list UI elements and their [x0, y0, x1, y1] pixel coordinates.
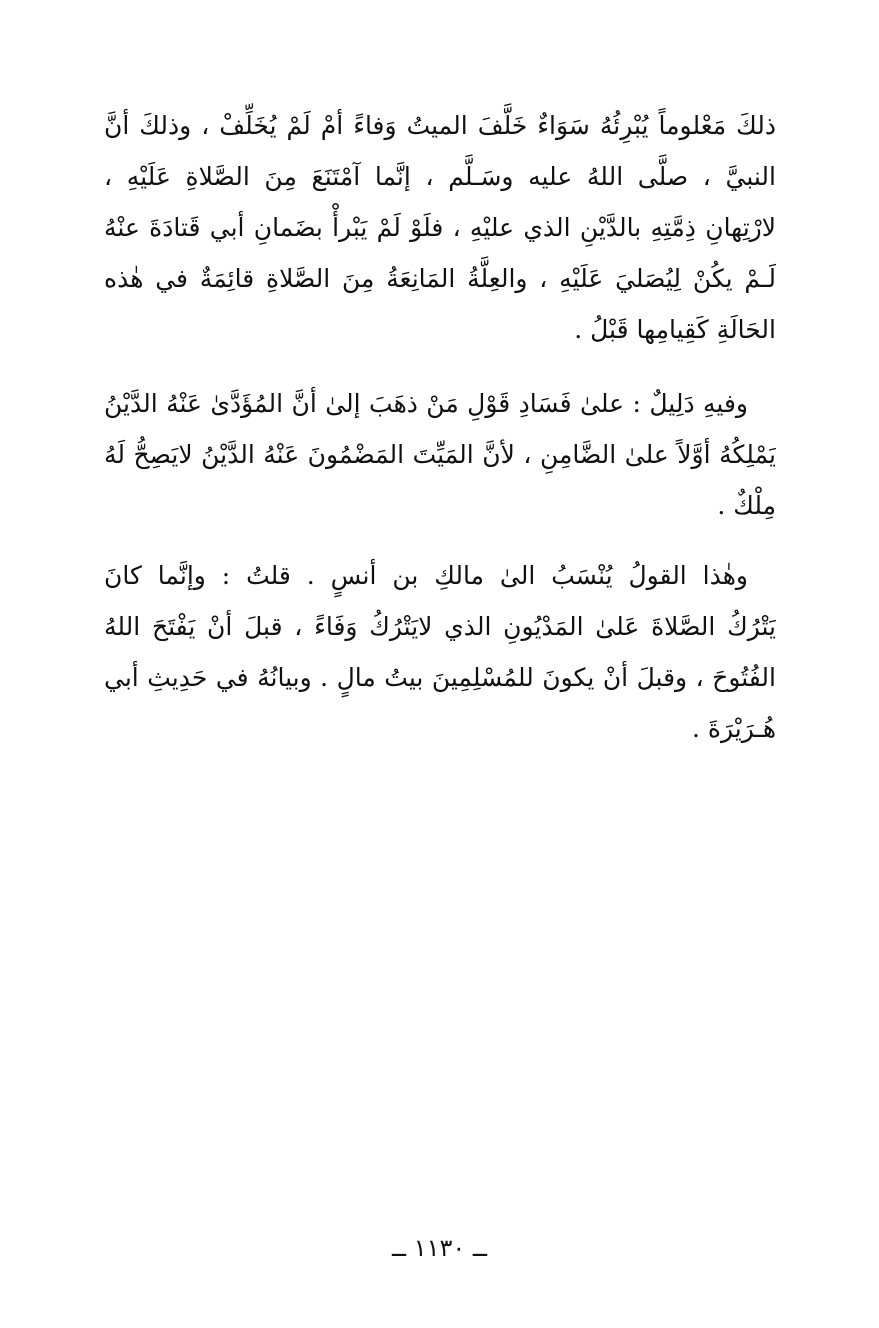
paragraph-line: يَمْلِكُهُ أوَّلاً علىٰ الضَّامِنِ ، لأنَّ المَيِّتَ المَضْمُونَ عَنْهُ الدَّيْنُ لايَصِحُّ لَهُ [104, 440, 776, 469]
paragraph-3 [104, 550, 776, 754]
paragraph-line: وهٰذا القولُ يُنْسَبُ الىٰ مالكِ بن أنسٍ . قلتُ : وإنَّما كانَ [104, 561, 748, 590]
paragraph-line: هُـرَيْرَةَ . [691, 714, 776, 743]
paragraph-line: الفُتُوحَ ، وقبلَ أنْ يكونَ للمُسْلِمِينَ بيتُ مالٍ . وبيانُهُ في حَدِيثِ أبي [104, 663, 776, 692]
paragraph-line: لَـمْ يكُنْ لِيُصَليَ عَلَيْهِ ، والعِلَّةُ المَانِعَةُ مِنَ الصَّلاةِ قائِمَةٌ في هٰذه [104, 264, 776, 293]
paragraph-line: وفيهِ دَلِيلٌ : علىٰ فَسَادِ قَوْلِ مَنْ ذهَبَ إلىٰ أنَّ المُؤَدَّىٰ عَنْهُ الدَّيْنُ [104, 389, 748, 418]
paragraph-line: مِلْكٌ . [717, 491, 776, 520]
paragraph-line: النبيَّ ، صلَّى اللهُ عليه وسَـلَّم ، إنَّما آمْتَنَعَ مِنَ الصَّلاةِ عَلَيْهِ ، [104, 162, 776, 191]
paragraph-line: الحَالَةِ كَقِيامِها قَبْلُ . [574, 315, 776, 344]
paragraph-line: ذلكَ مَعْلوماً يُبْرِئُهُ سَوَاءٌ خَلَّفَ الميتُ وَفاءً أمْ لَمْ يُخَلِّفْ ، وذلكَ أنَّ [104, 111, 776, 140]
paragraph-line: لارْتِهانِ ذِمَّتِهِ بالدَّيْنِ الذي عليْهِ ، فلَوْ لَمْ يَبْرأْ بضَمانِ أبي قَتادَةَ عنْهُ [104, 213, 776, 242]
paragraph-2 [104, 378, 776, 531]
paragraph-1 [104, 100, 776, 355]
paragraph-line: يَتْرُكُ الصَّلاةَ عَلىٰ المَدْيُونِ الذي لايَتْرُكُ وَفَاءً ، قبلَ أنْ يَفْتَحَ اللهُ [104, 612, 776, 641]
page-number: ــ ١١٣٠ ــ [392, 1234, 487, 1262]
